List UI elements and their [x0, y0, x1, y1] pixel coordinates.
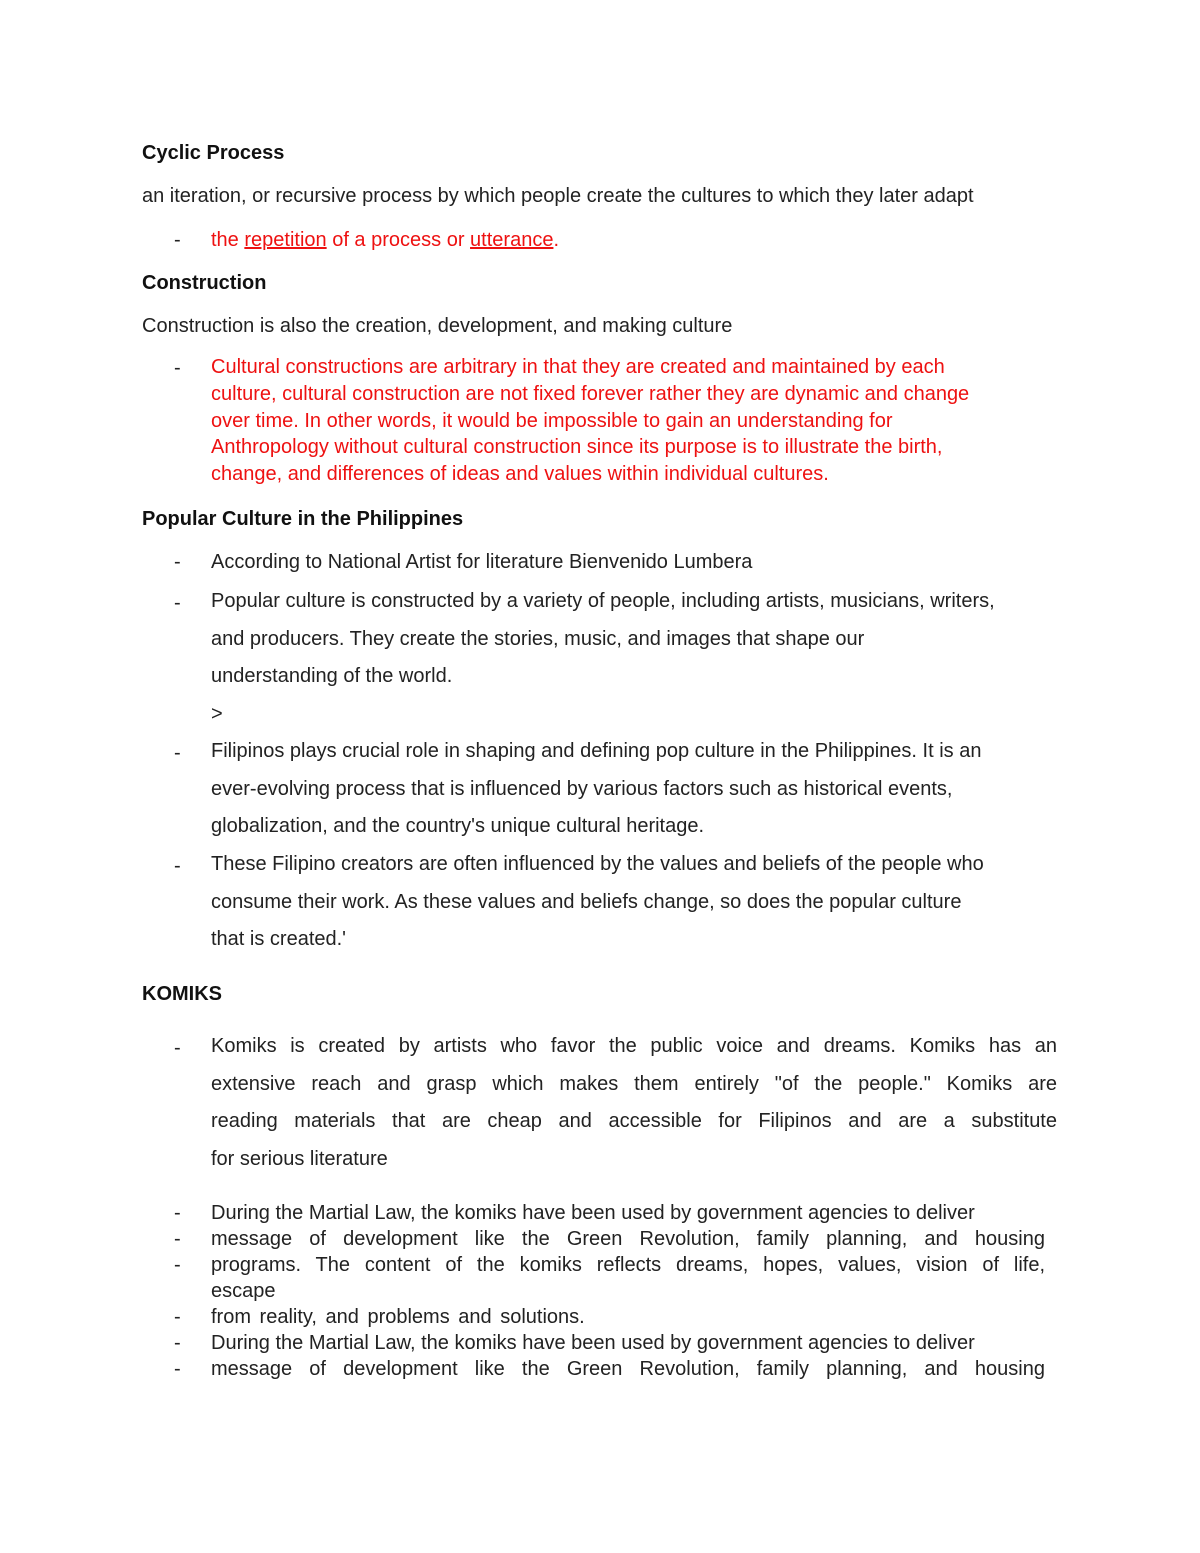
bullet-dash: -: [174, 229, 181, 251]
popular-item-4-line: consume their work. As these values and beliefs change, so does the popular culture: [211, 890, 962, 913]
popular-item-2-line: and producers. They create the stories, music, and images that shape our: [211, 627, 865, 650]
cyclic-bullet: [211, 229, 559, 252]
bullet-dash: -: [174, 1202, 181, 1224]
construction-line: over time. In other words, it would be impossible to gain an understanding for: [211, 409, 893, 432]
construction-line: change, and differences of ideas and values within individual cultures.: [211, 463, 829, 486]
construction-line: Anthropology without cultural construction since its purpose is to illustrate the birth,: [211, 436, 943, 459]
bullet-dash: -: [174, 592, 181, 614]
komiks-list-line: escape: [211, 1280, 276, 1302]
popular-item-2-line: >: [211, 702, 223, 725]
cyclic-definition: an iteration, or recursive process by which people create the cultures to which they later adapt: [142, 185, 974, 207]
popular-item-3: [211, 733, 981, 846]
popular-item-4-line: that is created.': [211, 928, 346, 950]
popular-item-2-line: Popular culture is constructed by a variety of people, including artists, musicians, writers,: [211, 590, 995, 612]
link-repetition[interactable]: repetition: [244, 229, 327, 251]
komiks-list-line: message of development like the Green Revolution, family planning, and housing: [211, 1228, 1045, 1250]
bullet-dash: -: [174, 1228, 181, 1250]
komiks-list-line: message of development like the Green Revolution, family planning, and housing: [211, 1358, 1045, 1380]
popular-item-2-line: understanding of the world.: [211, 665, 453, 687]
popular-item-3-line: globalization, and the country's unique cultural heritage.: [211, 815, 705, 837]
komiks-item-1-line: Komiks is created by artists who favor the public voice and dreams. Komiks has an: [211, 1035, 1057, 1057]
construction-line: Cultural constructions are arbitrary in that they are created and maintained by each: [211, 356, 945, 378]
komiks-list-line: During the Martial Law, the komiks have been used by government agencies to deliver: [211, 1202, 975, 1224]
construction-line: culture, cultural construction are not fixed forever rather they are dynamic and change: [211, 382, 970, 405]
komiks-item-1-line: for serious literature: [211, 1147, 388, 1170]
popular-item-4-line: These Filipino creators are often influenced by the values and beliefs of the people who: [211, 853, 984, 875]
bullet-dash: -: [174, 357, 181, 379]
bullet-dash: -: [174, 551, 181, 573]
bullet-dash: -: [174, 1306, 181, 1328]
cyclic-bullet-post: .: [553, 229, 559, 251]
popular-item-2: [211, 583, 995, 733]
cyclic-bullet-mid: of a process or: [326, 229, 471, 251]
komiks-list-line: programs. The content of the komiks reflects dreams, hopes, values, vision of life,: [211, 1254, 1045, 1276]
popular-item-1: According to National Artist for literature Bienvenido Lumbera: [211, 551, 753, 573]
popular-item-3-line: Filipinos plays crucial role in shaping and defining pop culture in the Philippines. It is an: [211, 740, 982, 762]
heading-cyclic-process: Cyclic Process: [142, 142, 285, 164]
popular-item-4: [211, 846, 984, 959]
komiks-list-line: from reality, and problems and solutions.: [211, 1306, 585, 1328]
komiks-item-1-line: reading materials that are cheap and accessible for Filipinos and are a substitute: [211, 1110, 1057, 1132]
construction-bullet: [211, 354, 969, 488]
bullet-dash: -: [174, 1037, 181, 1059]
heading-popular-culture: Popular Culture in the Philippines: [142, 508, 464, 530]
bullet-dash: -: [174, 742, 181, 764]
bullet-dash: -: [174, 1254, 181, 1276]
komiks-item-1-line: extensive reach and grasp which makes them entirely "of the people." Komiks are: [211, 1072, 1057, 1095]
komiks-list: [211, 1200, 1045, 1382]
link-utterance[interactable]: utterance: [470, 229, 554, 251]
bullet-dash: -: [174, 1332, 181, 1354]
bullet-dash: -: [174, 1358, 181, 1380]
cyclic-bullet-pre: the: [211, 229, 245, 251]
construction-definition: Construction is also the creation, development, and making culture: [142, 315, 733, 337]
popular-item-3-line: ever-evolving process that is influenced by various factors such as historical events,: [211, 777, 953, 800]
komiks-list-line: During the Martial Law, the komiks have been used by government agencies to deliver: [211, 1332, 975, 1354]
komiks-item-1: [211, 1028, 1057, 1178]
heading-construction: Construction: [142, 272, 267, 294]
bullet-dash: -: [174, 855, 181, 877]
heading-komiks: KOMIKS: [142, 983, 222, 1005]
